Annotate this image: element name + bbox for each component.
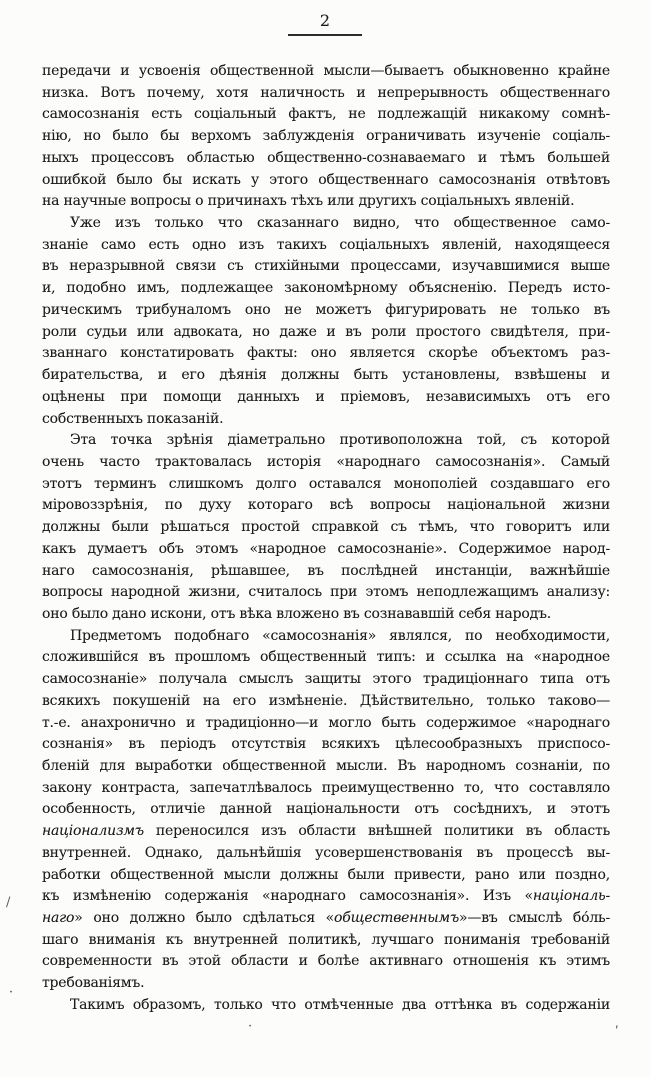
text-line <box>42 669 610 691</box>
text-line <box>42 517 610 539</box>
italic-text: наго <box>42 910 75 927</box>
text-line <box>42 778 610 800</box>
text-line <box>42 104 610 126</box>
text-segment: къ измѣненію содержанія «народнаго самосознанія». Изъ « <box>42 888 533 905</box>
text-line <box>42 821 610 843</box>
text-line <box>42 235 610 257</box>
text-segment: самосознаніе» получала смыслъ защиты этого традиціоннаго типа отъ <box>42 671 610 688</box>
text-segment: современности въ этой области и болѣе активнаго отношенія къ этимъ <box>42 953 610 970</box>
text-segment: какъ думаетъ объ этомъ «народное самосознаніе». Содержимое народ- <box>42 540 610 557</box>
text-segment: нію, но было бы верхомъ заблужденія ограничивать изученіе соціаль- <box>42 128 610 145</box>
text-line <box>42 626 610 648</box>
paragraph <box>42 995 610 1017</box>
text-line <box>42 474 610 496</box>
margin-mark: · <box>248 1019 253 1034</box>
page-number: 2 <box>288 11 362 36</box>
text-line <box>42 908 610 930</box>
text-segment: роли судьи или адвоката, но даже и въ роли простого свидѣтеля, при- <box>42 323 610 340</box>
text-line <box>42 213 610 235</box>
text-segment: ошибкой было бы искать у этого общественнаго самосознанія отвѣтовъ <box>42 171 610 188</box>
text-line <box>42 322 610 344</box>
text-segment: Такимъ образомъ, только что отмѣченные два оттѣнка въ содержаніи <box>70 996 610 1013</box>
text-segment: очень часто трактовалась исторія «народнаго самосознанія». Самый <box>42 453 610 470</box>
text-line <box>42 930 610 952</box>
text-segment: всякихъ покушеній на его измѣненіе. Дѣйствительно, только таково— <box>42 692 610 709</box>
text-segment: сознанія» въ періодъ отсутствія всякихъ цѣлесообразныхъ приспосо- <box>42 736 610 753</box>
text-segment: бленій для выработки общественной мысли. Въ народномъ сознаніи, по <box>42 758 610 774</box>
text-line <box>42 973 610 995</box>
text-line <box>42 365 610 387</box>
text-segment: бирательства, и его дѣянія должны быть установлены, взвѣшены и <box>42 367 610 384</box>
text-line <box>42 799 610 821</box>
italic-text: національ- <box>532 888 610 905</box>
text-line <box>42 647 610 669</box>
text-segment: и, подобно имъ, подлежащее закономѣрному объясненію. Передъ исто- <box>42 280 610 297</box>
italic-text: націонализмъ <box>42 823 144 840</box>
paragraph <box>42 61 610 213</box>
text-segment: низка. Вотъ почему, хотя наличность и непрерывность общественнаго <box>42 84 610 101</box>
text-segment: шаго вниманія къ внутренней политикѣ, лучшаго пониманія требованій <box>42 931 610 948</box>
text-line <box>42 126 610 148</box>
text-segment: сложившійся въ прошломъ общественный типъ: и ссылка на «народное <box>42 649 610 666</box>
text-line <box>42 387 610 409</box>
text-line <box>42 756 610 778</box>
text-line <box>42 256 610 278</box>
text-segment: работки общественной мысли должны были привести, рано или поздно, <box>42 866 610 883</box>
text-segment: должны были рѣшаться простой справкой съ тѣмъ, что говоритъ или <box>42 519 610 536</box>
text-line <box>42 300 610 322</box>
text-line <box>42 61 610 83</box>
text-segment: Предметомъ подобнаго «самосознанія» являлся, по необходимости, <box>70 627 610 644</box>
text-line <box>42 539 610 561</box>
text-line <box>42 452 610 474</box>
text-segment: вопросы народной жизни, считалось при этомъ неподлежащимъ анализу: <box>42 584 610 601</box>
text-segment: собственныхъ показаній. <box>42 410 224 427</box>
text-line <box>42 148 610 170</box>
text-line <box>42 734 610 756</box>
text-line <box>42 409 610 431</box>
text-line <box>42 83 610 105</box>
text-segment: Уже изъ только что сказаннаго видно, что общественное само- <box>70 215 610 232</box>
text-line <box>42 430 610 452</box>
text-segment: »—въ смыслѣ бо́ль- <box>459 910 610 927</box>
text-line <box>42 278 610 300</box>
paragraph <box>42 213 610 430</box>
text-line <box>42 191 610 213</box>
text-line <box>42 582 610 604</box>
text-segment: самосознанія есть соціальный фактъ, не подлежащій никакому сомнѣ- <box>42 106 610 123</box>
text-line <box>42 691 610 713</box>
text-segment: ныхъ процессовъ областью общественно-сознаваемаго и тѣмъ большей <box>42 149 610 166</box>
text-segment: переносился изъ области внѣшней политики въ область <box>143 823 610 840</box>
text-segment: оцѣнены при помощи данныхъ и пріемовъ, независимыхъ отъ его <box>42 388 610 405</box>
text-segment: наго самосознанія, рѣшавшее, въ послѣдней инстанціи, важнѣйшіе <box>42 562 610 579</box>
text-line <box>42 495 610 517</box>
text-line <box>42 951 610 973</box>
text-segment: знаніе само есть одно изъ такихъ соціальныхъ явленій, находящееся <box>42 236 610 253</box>
text-segment: требованіямъ. <box>42 975 145 992</box>
margin-mark: · <box>9 985 14 1000</box>
text-segment: » оно должно было сдѣлаться « <box>74 910 335 927</box>
text-segment: особенность, отличіе данной національности отъ сосѣднихъ, и этотъ <box>42 801 610 818</box>
text-segment: этотъ терминъ слишкомъ долго оставался монополіей создавшаго его <box>42 475 610 492</box>
margin-mark: ʹ <box>615 1025 619 1040</box>
text-segment: оно было дано искони, отъ вѣка вложено въ сознававшій себя народъ. <box>42 605 551 622</box>
text-line <box>42 561 610 583</box>
text-line <box>42 713 610 735</box>
text-segment: Эта точка зрѣнія діаметрально противоположна той, съ которой <box>70 432 610 449</box>
text-line <box>42 343 610 365</box>
text-segment: міровоззрѣнія, по духу котораго всѣ вопросы національной жизни <box>42 497 610 514</box>
text-segment: на научные вопросы о причинахъ тѣхъ или другихъ соціальныхъ явленій. <box>42 193 575 210</box>
text-block <box>42 61 610 1017</box>
text-segment: передачи и усвоенія общественной мысли—бываетъ обыкновенно крайне <box>42 63 610 79</box>
text-line <box>42 170 610 192</box>
text-line <box>42 604 610 626</box>
page-header <box>0 11 650 36</box>
text-segment: внутренней. Однако, дальнѣйшія усовершенствованія въ процессѣ вы- <box>42 844 610 861</box>
text-line <box>42 843 610 865</box>
text-segment: закону контраста, запечатлѣвалось преимущественно то, что составляло <box>42 779 610 796</box>
text-segment: въ неразрывной связи съ стихійными процессами, изучавшимися выше <box>42 258 610 275</box>
text-line <box>42 865 610 887</box>
paragraph <box>42 430 610 625</box>
text-line <box>42 995 610 1017</box>
text-segment: званнаго констатировать факты: оно является скорѣе объектомъ раз- <box>42 345 610 362</box>
paragraph <box>42 626 610 995</box>
italic-text: общественнымъ <box>334 910 460 927</box>
text-segment: рическимъ трибуналомъ оно не можетъ фигурировать не только въ <box>42 301 610 318</box>
margin-mark: / <box>6 895 11 910</box>
text-segment: т.-е. анахронично и традиціонно—и могло быть содержимое «народнаго <box>42 714 610 731</box>
text-line <box>42 886 610 908</box>
